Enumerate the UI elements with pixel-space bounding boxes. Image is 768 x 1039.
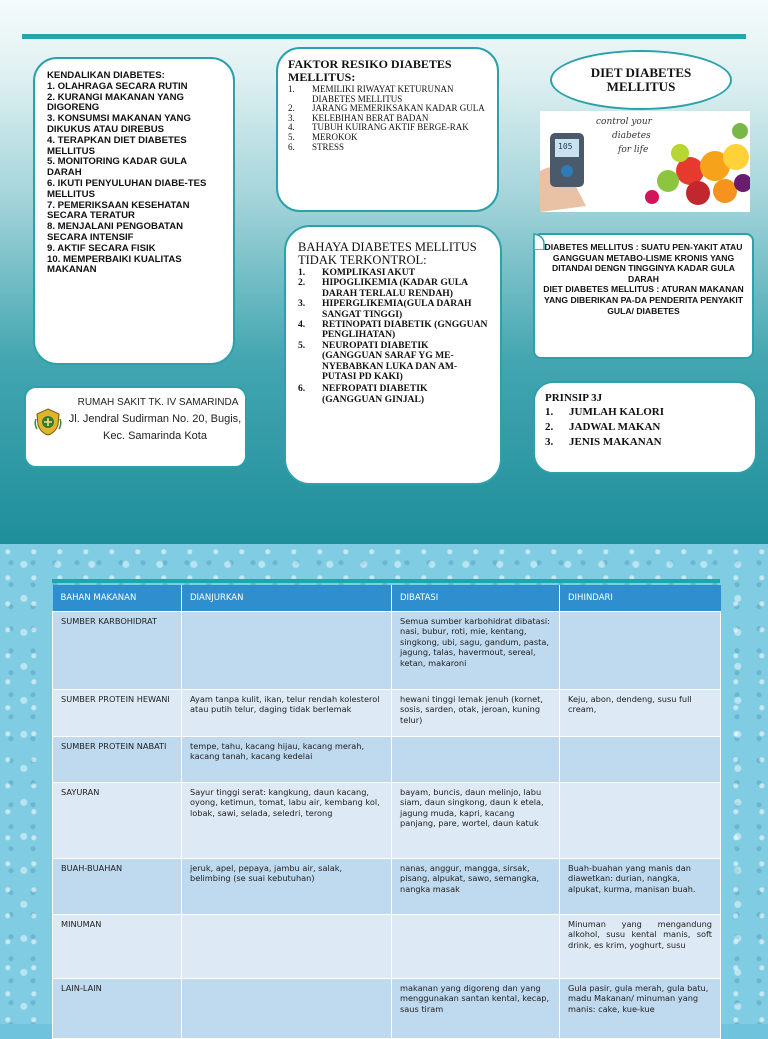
table-row bbox=[53, 737, 721, 783]
top-divider bbox=[22, 34, 746, 39]
cell-dibatasi: makanan yang digoreng dan yang menggunakan santan kental, kecap, saus tiram bbox=[392, 979, 560, 1039]
faktor-item: 6. STRESS bbox=[288, 141, 345, 152]
cell-bahan: SUMBER KARBOHIDRAT bbox=[53, 612, 182, 690]
diet-title: DIET DIABETES MELLITUS bbox=[590, 65, 692, 94]
faktor-list bbox=[288, 85, 487, 152]
prinsip-box bbox=[533, 381, 757, 474]
cell-dibatasi: nanas, anggur, mangga, sirsak, pisang, alpukat, sawo, semangka, nangka masak bbox=[392, 859, 560, 915]
cell-dihindari: Buah-buahan yang manis dan diawetkan: durian, nangka, alpukat, kurma, manisan buah. bbox=[560, 859, 721, 915]
bahaya-item: 3. HIPERGLIKEMIA(GULA DARAH SANGAT TINGGI) bbox=[298, 298, 472, 320]
diabetes-photo bbox=[540, 111, 750, 212]
kendalikan-item: 8. MENJALANI PENGOBATAN SECARA INTENSIF bbox=[47, 221, 184, 243]
kendalikan-item: 2. KURANGI MAKANAN YANG DIGORENG bbox=[47, 91, 184, 114]
cell-bahan: SAYURAN bbox=[53, 783, 182, 859]
bahaya-item: 1. KOMPLIKASI AKUT bbox=[298, 267, 416, 278]
kendalikan-item: 5. MONITORING KADAR GULA DARAH bbox=[47, 156, 187, 179]
hospital-logo-icon bbox=[34, 407, 62, 437]
header-bahan: BAHAN MAKANAN bbox=[53, 585, 182, 612]
kendalikan-item: 9. AKTIF SECARA FISIK bbox=[47, 242, 156, 254]
table-row bbox=[53, 979, 721, 1039]
hospital-address-line2: Kec. Samarinda Kota bbox=[103, 430, 207, 442]
bahaya-item: 2. HIPOGLIKEMIA (KADAR GULA DARAH TERLALU RENDAH) bbox=[298, 277, 468, 299]
photo-text-line1: control your bbox=[596, 117, 652, 127]
kendalikan-item: 3. KONSUMSI MAKANAN YANG DIKUKUS ATAU DIREBUS bbox=[47, 113, 191, 135]
photo-text-line3: for life bbox=[618, 145, 649, 155]
kendalikan-item: 1. OLAHRAGA SECARA RUTIN bbox=[47, 80, 188, 92]
cell-bahan: MINUMAN bbox=[53, 915, 182, 979]
cell-dibatasi: hewani tinggi lemak jenuh (kornet, sosis, sarden, otak, jeroan, kuning telur) bbox=[392, 690, 560, 737]
diet-title-oval bbox=[550, 50, 732, 110]
table-top-divider bbox=[52, 579, 720, 583]
kendalikan-item: 4. TERAPKAN DIET DIABETES MELLITUS bbox=[47, 134, 187, 157]
table-row bbox=[53, 783, 721, 859]
prinsip-list bbox=[545, 405, 745, 450]
faktor-item: 5. MEROKOK bbox=[288, 131, 358, 142]
faktor-item: 3. KELEBIHAN BERAT BADAN bbox=[288, 112, 429, 123]
cell-dianjurkan bbox=[182, 612, 392, 690]
photo-text-line2: diabetes bbox=[612, 131, 651, 141]
meter-reading: 105 bbox=[558, 142, 573, 151]
cell-dihindari bbox=[560, 612, 721, 690]
cell-dianjurkan: jeruk, apel, pepaya, jambu air, salak, belimbing (se suai kebutuhan) bbox=[182, 859, 392, 915]
bahaya-item: 4. RETINOPATI DIABETIK (GNGGUAN PENGLIHATAN) bbox=[298, 319, 488, 341]
definisi-box bbox=[533, 233, 754, 359]
hospital-name: RUMAH SAKIT TK. IV SAMARINDA bbox=[77, 397, 239, 408]
faktor-item: 4. TUBUH KUIRANG AKTIF BERGE-RAK bbox=[288, 122, 469, 133]
bahaya-item: 5. NEUROPATI DIABETIK (GANGGUAN SARAF YG ME-NYEBABKAN LUKA DAN AM-PUTASI PD KAKI) bbox=[298, 339, 458, 383]
table-header-row bbox=[53, 585, 721, 612]
definisi-diabetes: DIABETES MELLITUS : SUATU PEN-YAKIT ATAU GANGGUAN METABO-LISME KRONIS YANG DITANDAI DENGN TINGGINYA KADAR GULA DARAH bbox=[544, 242, 743, 284]
header-dihindari: DIHINDARI bbox=[560, 585, 721, 612]
cell-bahan: LAIN-LAIN bbox=[53, 979, 182, 1039]
header-dianjurkan: DIANJURKAN bbox=[182, 585, 392, 612]
kendalikan-box bbox=[33, 57, 235, 365]
hospital-address-line1: Jl. Jendral Sudirman No. 20, Bugis, bbox=[68, 413, 242, 425]
prinsip-item: 1. JUMLAH KALORI bbox=[545, 406, 665, 418]
faktor-item: 2. JARANG MEMERIKSAKAN KADAR GULA bbox=[288, 103, 485, 114]
faktor-title: FAKTOR RESIKO DIABETES MELLITUS: bbox=[288, 57, 452, 84]
kendalikan-item: 10. MEMPERBAIKI KUALITAS MAKANAN bbox=[47, 253, 182, 276]
table-row bbox=[53, 690, 721, 737]
cell-dihindari: Gula pasir, gula merah, gula batu, madu Makanan/ minuman yang manis: cake, kue-kue bbox=[560, 979, 721, 1039]
cell-dianjurkan bbox=[182, 915, 392, 979]
cell-dianjurkan: tempe, tahu, kacang hijau, kacang merah, kacang tanah, kacang kedelai bbox=[182, 737, 392, 783]
prinsip-item: 3. JENIS MAKANAN bbox=[545, 436, 662, 448]
definisi-diet: DIET DIABETES MELLITUS : ATURAN MAKANAN YANG DIBERIKAN PA-DA PENDERITA PENYAKIT GULA/ DIABETES bbox=[543, 284, 744, 316]
faktor-box bbox=[276, 47, 499, 212]
cell-bahan: BUAH-BUAHAN bbox=[53, 859, 182, 915]
bahaya-item: 6. NEFROPATI DIABETIK (GANGGUAN GINJAL) bbox=[298, 383, 428, 405]
bahaya-list bbox=[298, 268, 490, 405]
corner-curl-icon bbox=[532, 232, 546, 250]
cell-dihindari: Minuman yang mengandung alkohol, susu kental manis, soft drink, es krim, yoghurt, susu bbox=[560, 915, 721, 979]
cell-bahan: SUMBER PROTEIN NABATI bbox=[53, 737, 182, 783]
cell-dianjurkan bbox=[182, 979, 392, 1039]
table-row bbox=[53, 915, 721, 979]
cell-dihindari bbox=[560, 783, 721, 859]
prinsip-title: PRINSIP 3J bbox=[545, 392, 603, 404]
kendalikan-item: 7. PEMERIKSAAN KESEHATAN SECARA TERATUR bbox=[47, 199, 190, 222]
cell-dibatasi: Semua sumber karbohidrat dibatasi: nasi, bubur, roti, mie, kentang, singkong, ubi, sagu, gandum, pasta, jagung, talas, havermout, sereal, ketan, makaroni bbox=[392, 612, 560, 690]
cell-dibatasi bbox=[392, 737, 560, 783]
kendalikan-list bbox=[47, 82, 223, 276]
hospital-box bbox=[24, 386, 247, 468]
kendalikan-title: KENDALIKAN DIABETES: bbox=[47, 70, 165, 81]
cell-dihindari: Keju, abon, dendeng, susu full cream, bbox=[560, 690, 721, 737]
cell-bahan: SUMBER PROTEIN HEWANI bbox=[53, 690, 182, 737]
header-dibatasi: DIBATASI bbox=[392, 585, 560, 612]
bahaya-title: BAHAYA DIABETES MELLITUS TIDAK TERKONTROL: bbox=[298, 240, 477, 267]
faktor-item: 1. MEMILIKI RIWAYAT KETURUNAN DIABETES MELLITUS bbox=[288, 84, 454, 104]
cell-dianjurkan: Sayur tinggi serat: kangkung, daun kacang, oyong, ketimun, tomat, labu air, kembang kol, lobak, sawi, selada, seledri, terong bbox=[182, 783, 392, 859]
cell-dihindari bbox=[560, 737, 721, 783]
cell-dibatasi: bayam, buncis, daun melinjo, labu siam, daun singkong, daun k etela, jagung muda, kapri, kacang panjang, pare, wortel, daun katuk bbox=[392, 783, 560, 859]
cell-dibatasi bbox=[392, 915, 560, 979]
bahaya-box bbox=[284, 225, 502, 485]
kendalikan-item: 6. IKUTI PENYULUHAN DIABE-TES MELLITUS bbox=[47, 177, 207, 200]
table-row bbox=[53, 612, 721, 690]
cell-dianjurkan: Ayam tanpa kulit, ikan, telur rendah kolesterol atau putih telur, daging tidak berlemak bbox=[182, 690, 392, 737]
table-row bbox=[53, 859, 721, 915]
prinsip-item: 2. JADWAL MAKAN bbox=[545, 421, 661, 433]
food-table bbox=[52, 585, 721, 1039]
